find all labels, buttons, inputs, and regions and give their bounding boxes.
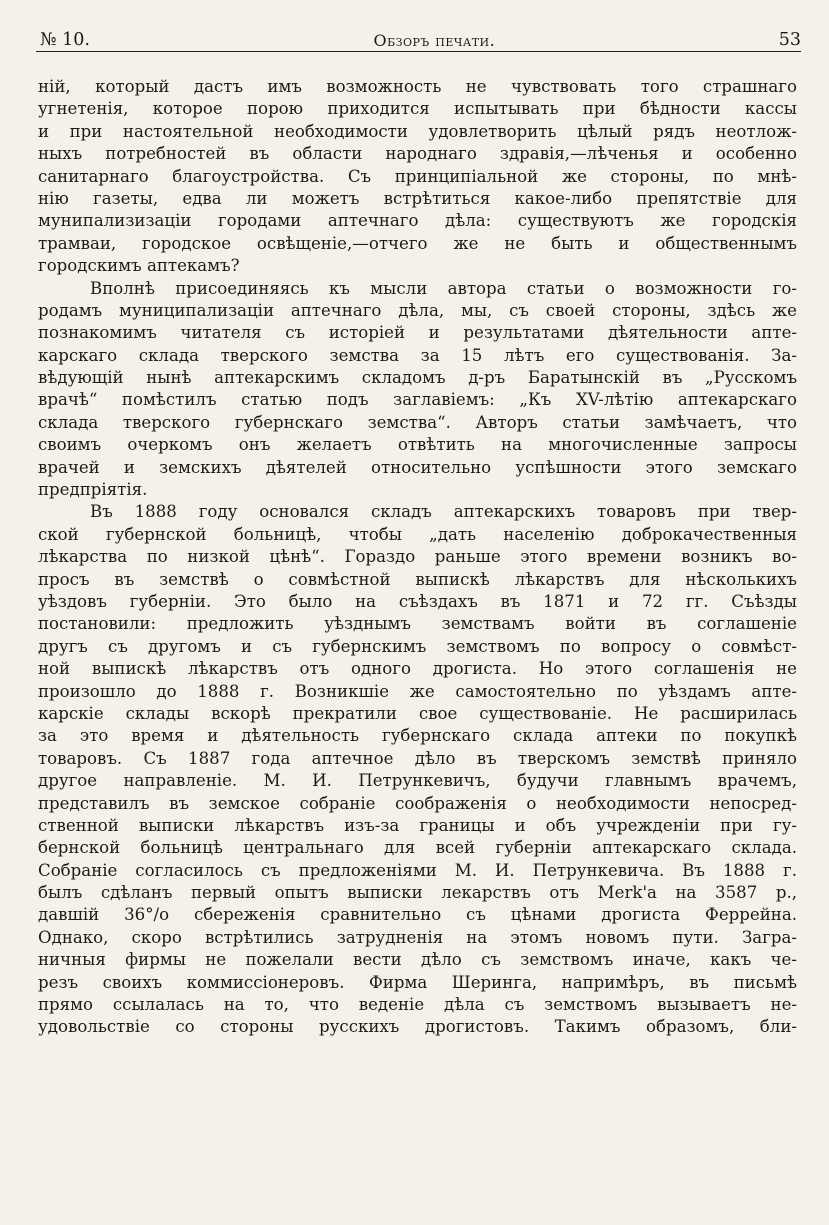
- text-line: нію газеты, едва ли можетъ встрѣтиться какое-либо препятствіе для: [38, 188, 797, 208]
- running-header: [40, 20, 801, 50]
- text-line: резъ своихъ коммиссіонеровъ. Фирма Шеринга, напримѣръ, въ письмѣ: [38, 972, 797, 992]
- text-line: лѣкарства по низкой цѣнѣ“. Гораздо раньше этого времени возникъ во-: [38, 547, 797, 567]
- text-line: прямо ссылалась на то, что веденіе дѣла съ земствомъ вызываетъ не-: [38, 995, 797, 1015]
- text-line: мунипализизаціи городами аптечнаго дѣла: существуютъ же городскія: [38, 211, 797, 231]
- article-text: [38, 76, 797, 1039]
- text-line: Вполнѣ присоединяясь къ мысли автора статьи о возможности го-: [90, 278, 797, 298]
- text-line: ничныя фирмы не пожелали вести дѣло съ земствомъ иначе, какъ че-: [38, 950, 797, 970]
- text-line: карскіе склады вскорѣ прекратили свое существованіе. Не расширилась: [38, 703, 797, 723]
- text-line: Однако, скоро встрѣтились затрудненія на этомъ новомъ пути. Загра-: [38, 927, 797, 947]
- text-line: санитарнаго благоустройства. Съ принципіальной же стороны, по мнѣ-: [38, 166, 797, 186]
- text-line: врачѣ“ помѣстилъ статью подъ заглавіемъ: „Къ XV-лѣтію аптекарскаго: [38, 390, 797, 410]
- text-line: бернской больницѣ центральнаго для всей губерніи аптекарскаго склада.: [38, 838, 797, 858]
- text-line: другъ съ другомъ и съ губернскимъ земствомъ по вопросу о совмѣст-: [38, 636, 797, 656]
- text-line: ственной выписки лѣкарствъ изъ-за границы и объ учрежденіи при гу-: [38, 815, 797, 835]
- text-line: за это время и дѣятельность губернскаго склада аптеки по покупкѣ: [38, 726, 797, 746]
- text-line: городскимъ аптекамъ?: [38, 256, 240, 276]
- text-line: представилъ въ земское собраніе соображенія о необходимости непосред-: [38, 793, 797, 813]
- text-line: ской губернской больницѣ, чтобы „дать населенію доброкачественныя: [38, 524, 797, 544]
- text-line: врачей и земскихъ дѣятелей относительно успѣшности этого земскаго: [38, 457, 797, 477]
- text-line: уѣздовъ губерніи. Это было на съѣздахъ въ 1871 и 72 гг. Съѣзды: [38, 591, 797, 611]
- section-title: Обзоръ печати.: [373, 31, 496, 50]
- page-number: 53: [778, 30, 801, 50]
- header-rule: [36, 51, 801, 52]
- text-line: Собраніе согласилось съ предложеніями М. И. Петрункевича. Въ 1888 г.: [38, 860, 797, 880]
- text-line: просъ въ земствѣ о совмѣстной выпискѣ лѣкарствъ для нѣсколькихъ: [38, 569, 797, 589]
- text-line: другое направленіе. М. И. Петрункевичъ, будучи главнымъ врачемъ,: [38, 771, 797, 791]
- text-line: товаровъ. Съ 1887 года аптечное дѣло въ тверскомъ земствѣ приняло: [38, 748, 797, 768]
- text-line: своимъ очеркомъ онъ желаетъ отвѣтить на многочисленные запросы: [38, 435, 797, 455]
- text-line: ной выпискѣ лѣкарствъ отъ одного дрогиста. Но этого соглашенія не: [38, 659, 797, 679]
- text-line: былъ сдѣланъ первый опытъ выписки лекарствъ отъ Merk'а на 3587 р.,: [38, 883, 797, 903]
- text-line: склада тверского губернскаго земства“. Авторъ статьи замѣчаетъ, что: [38, 412, 797, 432]
- issue-number: № 10.: [40, 30, 90, 50]
- text-line: угнетенія, которое порою приходится испытывать при бѣдности кассы: [38, 99, 797, 119]
- text-line: родамъ муниципализаціи аптечнаго дѣла, мы, съ своей стороны, здѣсь же: [38, 300, 797, 320]
- text-line: познакомимъ читателя съ исторіей и результатами дѣятельности апте-: [38, 323, 797, 343]
- text-line: Въ 1888 году основался складъ аптекарскихъ товаровъ при твер-: [90, 502, 797, 522]
- text-line: карскаго склада тверского земства за 15 лѣтъ его существованія. За-: [38, 345, 797, 365]
- text-line: ныхъ потребностей въ области народнаго здравія,—лѣченья и особенно: [38, 144, 797, 164]
- text-line: давшій 36°/о сбереженія сравнительно съ цѣнами дрогиста Феррейна.: [38, 905, 797, 925]
- text-line: произошло до 1888 г. Возникшіе же самостоятельно по уѣздамъ апте-: [38, 681, 797, 701]
- text-line: предпріятія.: [38, 480, 148, 500]
- text-line: постановили: предложить уѣзднымъ земствамъ войти въ соглашеніе: [38, 614, 797, 634]
- text-line: удовольствіе со стороны русскихъ дрогистовъ. Такимъ образомъ, бли-: [38, 1017, 797, 1037]
- text-line: ній, который дастъ имъ возможность не чувствовать того страшнаго: [38, 77, 797, 96]
- text-line: вѣдующій нынѣ аптекарскимъ складомъ д-ръ Баратынскій въ „Русскомъ: [38, 368, 797, 388]
- text-line: и при настоятельной необходимости удовлетворить цѣлый рядъ неотлож-: [38, 121, 797, 141]
- text-line: трамваи, городское освѣщеніе,—отчего же не быть и общественнымъ: [38, 233, 797, 253]
